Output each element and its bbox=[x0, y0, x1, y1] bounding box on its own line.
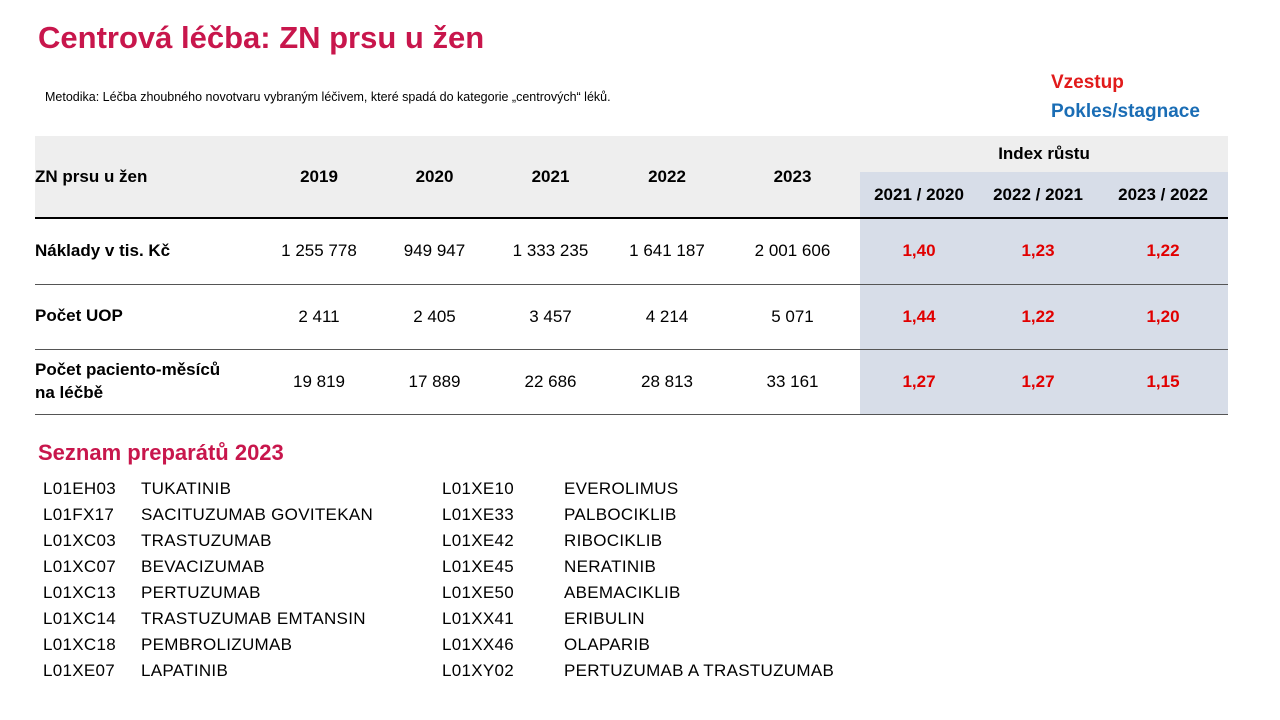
list-item bbox=[43, 606, 423, 632]
index-header: Index růstu bbox=[860, 136, 1228, 172]
table-header-row bbox=[35, 136, 1228, 172]
list-item bbox=[43, 476, 423, 502]
value-cell: 2 411 bbox=[261, 284, 377, 349]
value-cell: 4 214 bbox=[609, 284, 725, 349]
year-header: 2023 bbox=[725, 136, 860, 218]
atc-code: L01XC18 bbox=[43, 635, 116, 654]
table-row bbox=[35, 349, 1228, 414]
atc-code: L01XX41 bbox=[442, 609, 515, 628]
drug-name: PALBOCIKLIB bbox=[564, 505, 677, 524]
atc-code: L01XE45 bbox=[442, 557, 515, 576]
row-label: Počet UOP bbox=[35, 284, 261, 349]
methodology-note: Metodika: Léčba zhoubného novotvaru vybraným léčivem, které spadá do kategorie „centrových“ léků. bbox=[45, 90, 611, 104]
list-item bbox=[442, 502, 862, 528]
atc-code: L01XY02 bbox=[442, 661, 515, 680]
drug-name: PERTUZUMAB A TRASTUZUMAB bbox=[564, 661, 835, 680]
drug-name: ABEMACIKLIB bbox=[564, 583, 681, 602]
drug-name: BEVACIZUMAB bbox=[141, 557, 265, 576]
index-cell: 1,23 bbox=[978, 218, 1098, 284]
value-cell: 17 889 bbox=[377, 349, 492, 414]
drug-name: TRASTUZUMAB EMTANSIN bbox=[141, 609, 366, 628]
year-header: 2020 bbox=[377, 136, 492, 218]
drug-list-column-2 bbox=[442, 476, 862, 684]
statistics-table bbox=[35, 136, 1228, 415]
value-cell: 2 405 bbox=[377, 284, 492, 349]
list-item bbox=[442, 476, 862, 502]
atc-code: L01XE10 bbox=[442, 479, 515, 498]
list-item bbox=[442, 580, 862, 606]
year-header: 2019 bbox=[261, 136, 377, 218]
value-cell: 2 001 606 bbox=[725, 218, 860, 284]
drug-name: LAPATINIB bbox=[141, 661, 229, 680]
row-label-line: Počet paciento-měsíců bbox=[35, 359, 221, 379]
atc-code: L01XE50 bbox=[442, 583, 515, 602]
index-cell: 1,27 bbox=[860, 349, 978, 414]
value-cell: 1 333 235 bbox=[492, 218, 609, 284]
value-cell: 19 819 bbox=[261, 349, 377, 414]
value-cell: 1 255 778 bbox=[261, 218, 377, 284]
index-cell: 1,40 bbox=[860, 218, 978, 284]
drug-name: EVEROLIMUS bbox=[564, 479, 679, 498]
index-cell: 1,15 bbox=[1098, 349, 1228, 414]
list-item bbox=[442, 606, 862, 632]
atc-code: L01XC03 bbox=[43, 531, 116, 550]
drug-name: RIBOCIKLIB bbox=[564, 531, 663, 550]
drug-list-column-1 bbox=[43, 476, 423, 684]
value-cell: 1 641 187 bbox=[609, 218, 725, 284]
value-cell: 3 457 bbox=[492, 284, 609, 349]
row-label bbox=[35, 349, 261, 414]
list-item bbox=[43, 554, 423, 580]
atc-code: L01XX46 bbox=[442, 635, 515, 654]
legend-decrease: Pokles/stagnace bbox=[1051, 101, 1200, 122]
value-cell: 28 813 bbox=[609, 349, 725, 414]
legend-increase: Vzestup bbox=[1051, 72, 1124, 93]
row-header-label: ZN prsu u žen bbox=[35, 136, 261, 218]
table-row bbox=[35, 284, 1228, 349]
list-item bbox=[43, 658, 423, 684]
index-cell: 1,22 bbox=[1098, 218, 1228, 284]
drug-list-title: Seznam preparátů 2023 bbox=[38, 440, 284, 465]
atc-code: L01XE07 bbox=[43, 661, 116, 680]
row-label: Náklady v tis. Kč bbox=[35, 218, 261, 284]
atc-code: L01EH03 bbox=[43, 479, 116, 498]
value-cell: 5 071 bbox=[725, 284, 860, 349]
drug-name: PERTUZUMAB bbox=[141, 583, 261, 602]
value-cell: 33 161 bbox=[725, 349, 860, 414]
atc-code: L01XE33 bbox=[442, 505, 515, 524]
index-cell: 1,44 bbox=[860, 284, 978, 349]
year-header: 2021 bbox=[492, 136, 609, 218]
atc-code: L01XC07 bbox=[43, 557, 116, 576]
list-item bbox=[43, 528, 423, 554]
list-item bbox=[43, 580, 423, 606]
drug-name: SACITUZUMAB GOVITEKAN bbox=[141, 505, 374, 524]
index-col-header: 2023 / 2022 bbox=[1098, 172, 1228, 218]
atc-code: L01XE42 bbox=[442, 531, 515, 550]
drug-name: TRASTUZUMAB bbox=[141, 531, 272, 550]
index-col-header: 2022 / 2021 bbox=[978, 172, 1098, 218]
list-item bbox=[43, 632, 423, 658]
index-cell: 1,22 bbox=[978, 284, 1098, 349]
atc-code: L01XC14 bbox=[43, 609, 116, 628]
value-cell: 949 947 bbox=[377, 218, 492, 284]
year-header: 2022 bbox=[609, 136, 725, 218]
row-label-line: na léčbě bbox=[35, 382, 104, 402]
table-row bbox=[35, 218, 1228, 284]
atc-code: L01FX17 bbox=[43, 505, 115, 524]
drug-name: NERATINIB bbox=[564, 557, 657, 576]
value-cell: 22 686 bbox=[492, 349, 609, 414]
list-item bbox=[442, 554, 862, 580]
drug-name: OLAPARIB bbox=[564, 635, 651, 654]
page-title: Centrová léčba: ZN prsu u žen bbox=[38, 20, 485, 55]
list-item bbox=[43, 502, 423, 528]
list-item bbox=[442, 658, 862, 684]
index-cell: 1,20 bbox=[1098, 284, 1228, 349]
index-cell: 1,27 bbox=[978, 349, 1098, 414]
list-item bbox=[442, 528, 862, 554]
drug-name: TUKATINIB bbox=[141, 479, 232, 498]
index-col-header: 2021 / 2020 bbox=[860, 172, 978, 218]
atc-code: L01XC13 bbox=[43, 583, 116, 602]
drug-name: ERIBULIN bbox=[564, 609, 645, 628]
list-item bbox=[442, 632, 862, 658]
drug-name: PEMBROLIZUMAB bbox=[141, 635, 293, 654]
